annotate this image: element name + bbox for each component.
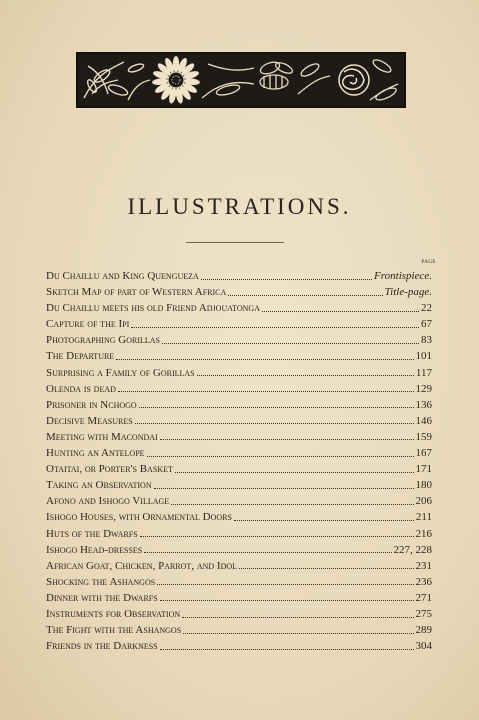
page-number: Title-page. <box>384 286 432 299</box>
decorative-floral-banner <box>76 52 406 108</box>
title-divider <box>186 242 284 243</box>
dot-leader <box>116 359 413 360</box>
illustration-title: The Fight with the Ashangos <box>46 624 182 637</box>
dot-leader <box>160 600 414 601</box>
illustration-title: Shocking the Ashangos <box>46 575 156 588</box>
page-number: 101 <box>415 350 432 363</box>
dot-leader <box>201 279 372 280</box>
dot-leader <box>175 472 414 473</box>
dot-leader <box>160 649 414 650</box>
list-item <box>46 300 432 316</box>
list-item <box>46 590 432 606</box>
illustration-title: Du Chaillu and King Quengueza <box>46 270 199 282</box>
dot-leader <box>162 343 419 344</box>
dot-leader <box>144 552 391 553</box>
illustration-title: Friends in the Darkness <box>46 640 158 653</box>
illustration-title: The Departure <box>46 350 115 363</box>
list-item <box>46 268 432 284</box>
list-item <box>46 397 432 413</box>
dot-leader <box>131 327 419 328</box>
page-number: 206 <box>415 495 432 508</box>
page-number: 146 <box>415 414 432 427</box>
list-item <box>46 461 432 477</box>
page-number: 304 <box>415 640 432 653</box>
illustration-title: Taking an Observation <box>46 479 152 492</box>
illustration-title: Sketch Map of part of Western Africa <box>46 286 227 299</box>
page-number: 180 <box>415 479 432 492</box>
illustration-title: Otaitai, or Porter's Basket <box>46 463 173 476</box>
page-number: 289 <box>415 624 432 637</box>
page-number: 271 <box>415 591 432 604</box>
page-number: 171 <box>415 463 432 476</box>
dot-leader <box>171 504 413 505</box>
page-number: 22 <box>421 302 432 315</box>
page-number: 159 <box>415 430 432 443</box>
list-item <box>46 542 432 558</box>
page-number: 236 <box>415 575 432 588</box>
list-item <box>46 348 432 364</box>
page-number: 167 <box>415 447 432 460</box>
floral-ornament-icon <box>78 54 404 106</box>
dot-leader <box>239 568 413 569</box>
dot-leader <box>262 311 419 312</box>
list-item <box>46 526 432 542</box>
illustration-title: Olenda is dead <box>46 382 116 395</box>
dot-leader <box>183 633 413 634</box>
page-number: 211 <box>415 511 432 524</box>
page-number: 129 <box>415 382 432 395</box>
page-title: ILLUSTRATIONS. <box>127 194 352 219</box>
page-number: 227, 228 <box>393 543 432 556</box>
illustration-title: Afono and Ishogo Village <box>46 495 170 508</box>
list-item <box>46 413 432 429</box>
dot-leader <box>140 536 414 537</box>
illustration-title: Du Chaillu meets his old Friend Adjouatonga <box>46 302 260 315</box>
page-number: Frontispiece. <box>374 270 432 282</box>
page-number: 83 <box>421 334 432 347</box>
dot-leader <box>147 456 414 457</box>
list-item <box>46 574 432 590</box>
page-number: 67 <box>421 318 432 331</box>
page-number: 231 <box>415 559 432 572</box>
dot-leader <box>157 584 413 585</box>
page-number: 136 <box>415 398 432 411</box>
list-item <box>46 638 432 654</box>
dot-leader <box>139 407 414 408</box>
illustration-title: Dinner with the Dwarfs <box>46 591 158 604</box>
illustration-title: Photographing Gorillas <box>46 334 160 347</box>
illustration-title: Huts of the Dwarfs <box>46 527 138 540</box>
dot-leader <box>154 488 414 489</box>
illustration-title: Instruments for Observation <box>46 607 181 620</box>
illustration-title: African Goat, Chicken, Parrot, and Idol <box>46 559 238 572</box>
page-number: 216 <box>415 527 432 540</box>
dot-leader <box>160 439 414 440</box>
illustrations-list <box>46 268 432 654</box>
dot-leader <box>197 375 414 376</box>
dot-leader <box>118 391 414 392</box>
illustration-title: Surprising a Family of Gorillas <box>46 366 195 379</box>
page-column-label: PAGE <box>421 260 436 265</box>
list-item <box>46 509 432 525</box>
list-item <box>46 606 432 622</box>
list-item <box>46 316 432 332</box>
illustration-title: Decisive Measures <box>46 414 133 427</box>
list-item <box>46 445 432 461</box>
list-item <box>46 622 432 638</box>
list-item <box>46 332 432 348</box>
list-item <box>46 493 432 509</box>
illustration-title: Meeting with Macondai <box>46 430 158 443</box>
illustration-title: Ishogo Houses, with Ornamental Doors <box>46 511 232 524</box>
dot-leader <box>234 520 414 521</box>
dot-leader <box>135 423 414 424</box>
illustration-title: Capture of the Ipi <box>46 318 130 331</box>
list-item <box>46 429 432 445</box>
list-item <box>46 477 432 493</box>
illustration-title: Hunting an Antelope <box>46 447 145 460</box>
list-item <box>46 381 432 397</box>
illustration-title: Ishogo Head-dresses <box>46 543 143 556</box>
page-number: 275 <box>415 607 432 620</box>
page-number: 117 <box>415 366 432 379</box>
dot-leader <box>228 295 382 296</box>
list-item <box>46 284 432 300</box>
illustration-title: Prisoner in Nchogo <box>46 398 137 411</box>
dot-leader <box>182 617 413 618</box>
list-item <box>46 365 432 381</box>
list-item <box>46 558 432 574</box>
